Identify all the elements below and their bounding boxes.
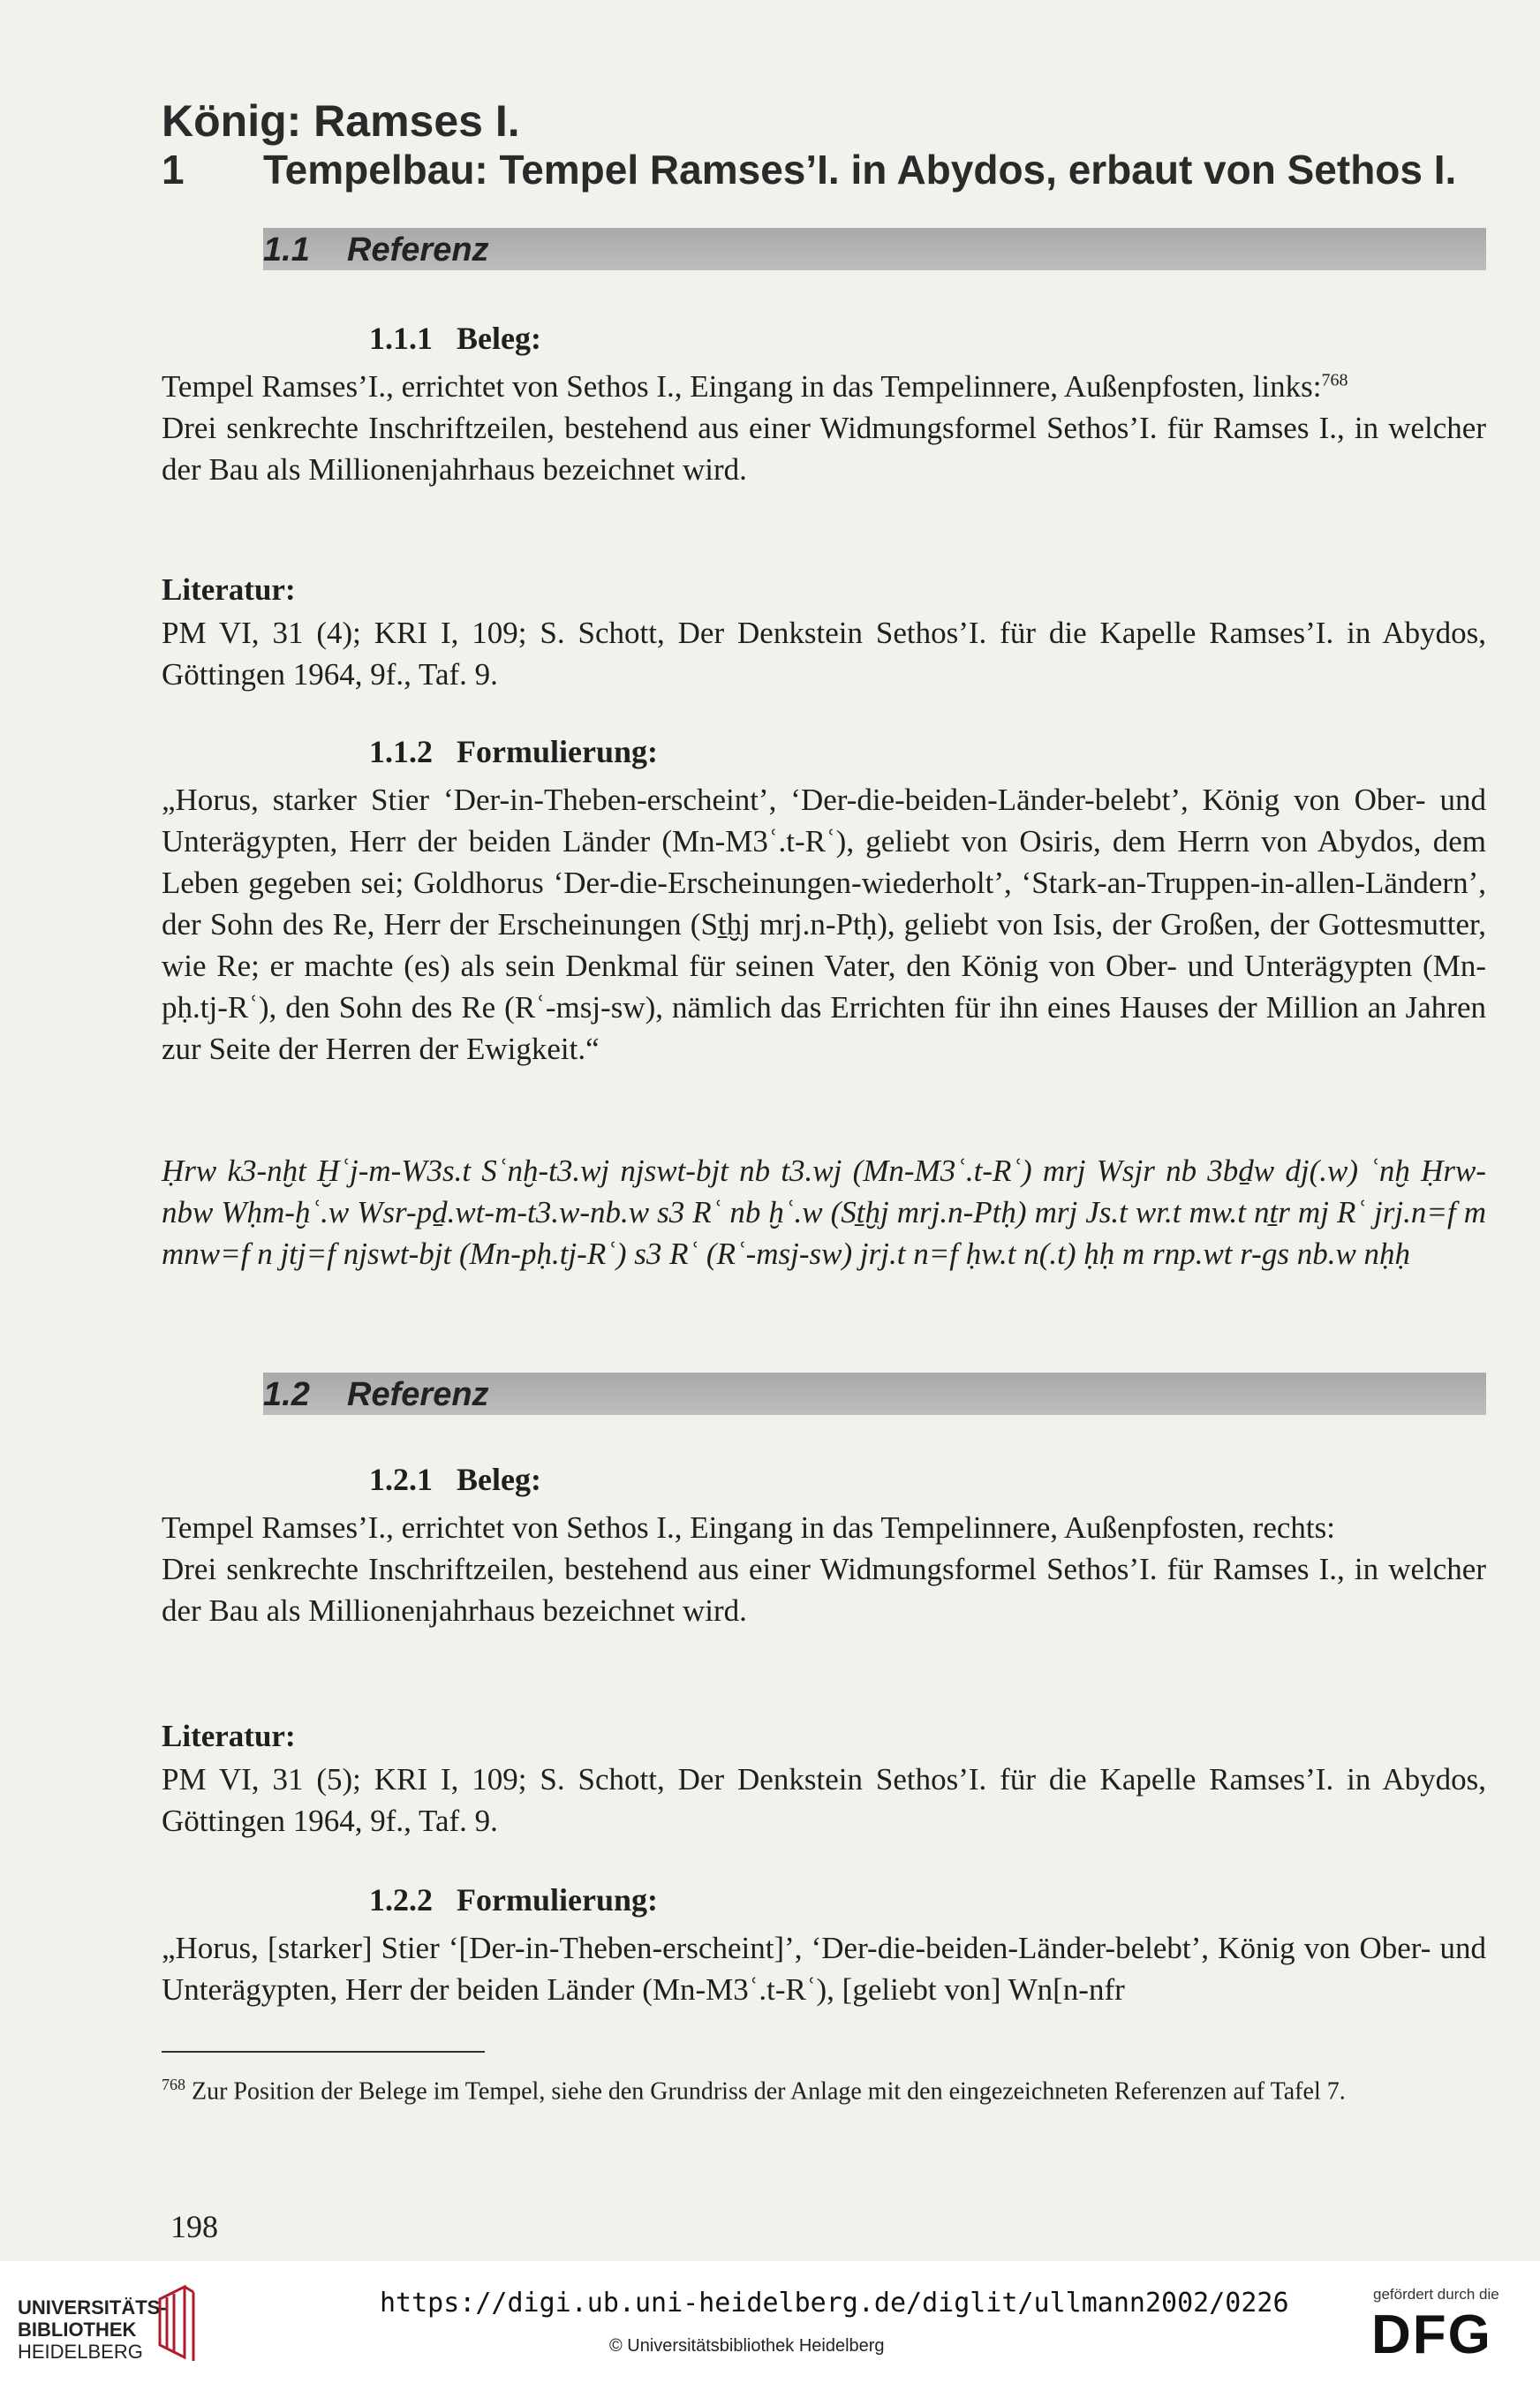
- beleg-text-1-2-1: [162, 1507, 1486, 1631]
- section-number: 1: [162, 147, 185, 193]
- transliteration-1-1-2: Ḥrw k3-nḫt Ḫʿj-m-W3s.t Sʿnḫ-t3.wj njswt-bjt nb t3.wj (Mn-M3ʿ.t-Rʿ) mrj Wsjr nb 3bḏw dj(.w) ʿnḫ Ḥrw-nbw Wḥm-ḫʿ.w Wsr-pḏ.wt-m-t3.w-nb.w s3 Rʿ nb ḫʿ.w (Sṯḫj mrj.n-Ptḥ) mrj Js.t wr.t mw.t nṯr mj Rʿ jrj.n=f m mnw=f n jtj=f njswt-bjt (Mn-pḥ.tj-Rʿ) s3 Rʿ (Rʿ-msj-sw) jrj.t n=f ḥw.t n(.t) ḥḥ m rnp.wt r-gs nb.w nḥḥ: [162, 1154, 1486, 1271]
- reference-bar-1-2: [263, 1373, 1486, 1415]
- literatur-text-1-2: PM VI, 31 (5); KRI I, 109; S. Schott, Der Denkstein Sethos’I. für die Kapelle Ramses’I. in Abydos, Göttingen 1964, 9f., Taf. 9.: [162, 1762, 1486, 1838]
- beleg-location: Tempel Ramses’I., errichtet von Sethos I., Eingang in das Tempelinnere, Außenpfosten, rechts:: [162, 1510, 1335, 1545]
- library-logo-icon: [155, 2283, 197, 2363]
- footnote-marker[interactable]: 768: [1321, 370, 1348, 390]
- footnote-number: 768: [162, 2076, 185, 2093]
- library-name: UNIVERSITÄTS- BIBLIOTHEK HEIDELBERG: [18, 2296, 167, 2363]
- footnote-text: Zur Position der Belege im Tempel, siehe den Grundriss der Anlage mit den eingezeichneten Referenzen auf Tafel 7.: [192, 2077, 1346, 2106]
- beleg-text-1-1-1: [162, 366, 1486, 490]
- beleg-heading-1-1-1: 1.1.1 Beleg:: [369, 321, 541, 356]
- beleg-description: Drei senkrechte Inschriftzeilen, bestehend aus einer Widmungsformel Sethos’I. für Ramses I., in welcher der Bau als Millionenjahrhaus bezeichnet wird.: [162, 411, 1486, 487]
- literatur-heading-1-1: Literatur:: [162, 572, 296, 607]
- formulierung-heading-1-2-2: 1.2.2 Formulierung:: [369, 1882, 658, 1918]
- chapter-title: König: Ramses I.: [162, 96, 520, 146]
- reference-bar-label: 1.1 Referenz: [263, 231, 489, 269]
- dfg-logo: DFG: [1371, 2304, 1492, 2365]
- formulierung-text-1-2-2: „Horus, [starker] Stier ‘[Der-in-Theben-erscheint]’, ‘Der-die-beiden-Länder-belebt’, König von Ober- und Unterägypten, Herr der beiden Länder (Mn-M3ʿ.t-Rʿ), [geliebt von] Wn[n-nfr: [162, 1931, 1486, 2007]
- footnote-divider: [162, 2051, 485, 2053]
- page-number: 198: [170, 2209, 218, 2244]
- beleg-description: Drei senkrechte Inschriftzeilen, bestehend aus einer Widmungsformel Sethos’I. für Ramses I., in welcher der Bau als Millionenjahrhaus bezeichnet wird.: [162, 1552, 1486, 1628]
- reference-bar-label: 1.2 Referenz: [263, 1376, 489, 1413]
- sponsor-text: gefördert durch die: [1373, 2286, 1499, 2303]
- section-heading: [162, 146, 1486, 193]
- formulierung-heading-1-1-2: 1.1.2 Formulierung:: [369, 734, 658, 769]
- literatur-text-1-1: PM VI, 31 (4); KRI I, 109; S. Schott, Der Denkstein Sethos’I. für die Kapelle Ramses’I. in Abydos, Göttingen 1964, 9f., Taf. 9.: [162, 616, 1486, 692]
- permalink-url[interactable]: https://digi.ub.uni-heidelberg.de/diglit/ullmann2002/0226: [380, 2288, 1289, 2319]
- literatur-heading-1-2: Literatur:: [162, 1719, 296, 1753]
- section-title: Tempelbau: Tempel Ramses’I. in Abydos, erbaut von Sethos I.: [263, 147, 1457, 193]
- beleg-location: Tempel Ramses’I., errichtet von Sethos I., Eingang in das Tempelinnere, Außenpfosten, links:: [162, 369, 1322, 404]
- formulierung-text-1-1-2: „Horus, starker Stier ‘Der-in-Theben-erscheint’, ‘Der-die-beiden-Länder-belebt’, König von Ober- und Unterägypten, Herr der beiden Länder (Mn-M3ʿ.t-Rʿ), geliebt von Osiris, dem Herrn von Abydos, dem Leben gegeben sei; Goldhorus ‘Der-die-Erscheinungen-wiederholt’, ‘Stark-an-Truppen-in-allen-Ländern’, der Sohn des Re, Herr der Erscheinungen (Sṯḫj mrj.n-Ptḥ), geliebt von Isis, der Großen, der Gottesmutter, wie Re; er machte (es) als sein Denkmal für seinen Vater, den König von Ober- und Unterägypten (Mn-pḥ.tj-Rʿ), den Sohn des Re (Rʿ-msj-sw), nämlich das Errichten für ihn eines Hauses der Million an Jahren zur Seite der Herren der Ewigkeit.“: [162, 783, 1486, 1066]
- beleg-heading-1-2-1: 1.2.1 Beleg:: [369, 1462, 541, 1497]
- digitization-footer: [0, 2261, 1540, 2383]
- reference-bar-1-1: [263, 228, 1486, 270]
- copyright-notice: © Universitätsbibliothek Heidelberg: [609, 2336, 885, 2356]
- footnote-768: [162, 2067, 1486, 2109]
